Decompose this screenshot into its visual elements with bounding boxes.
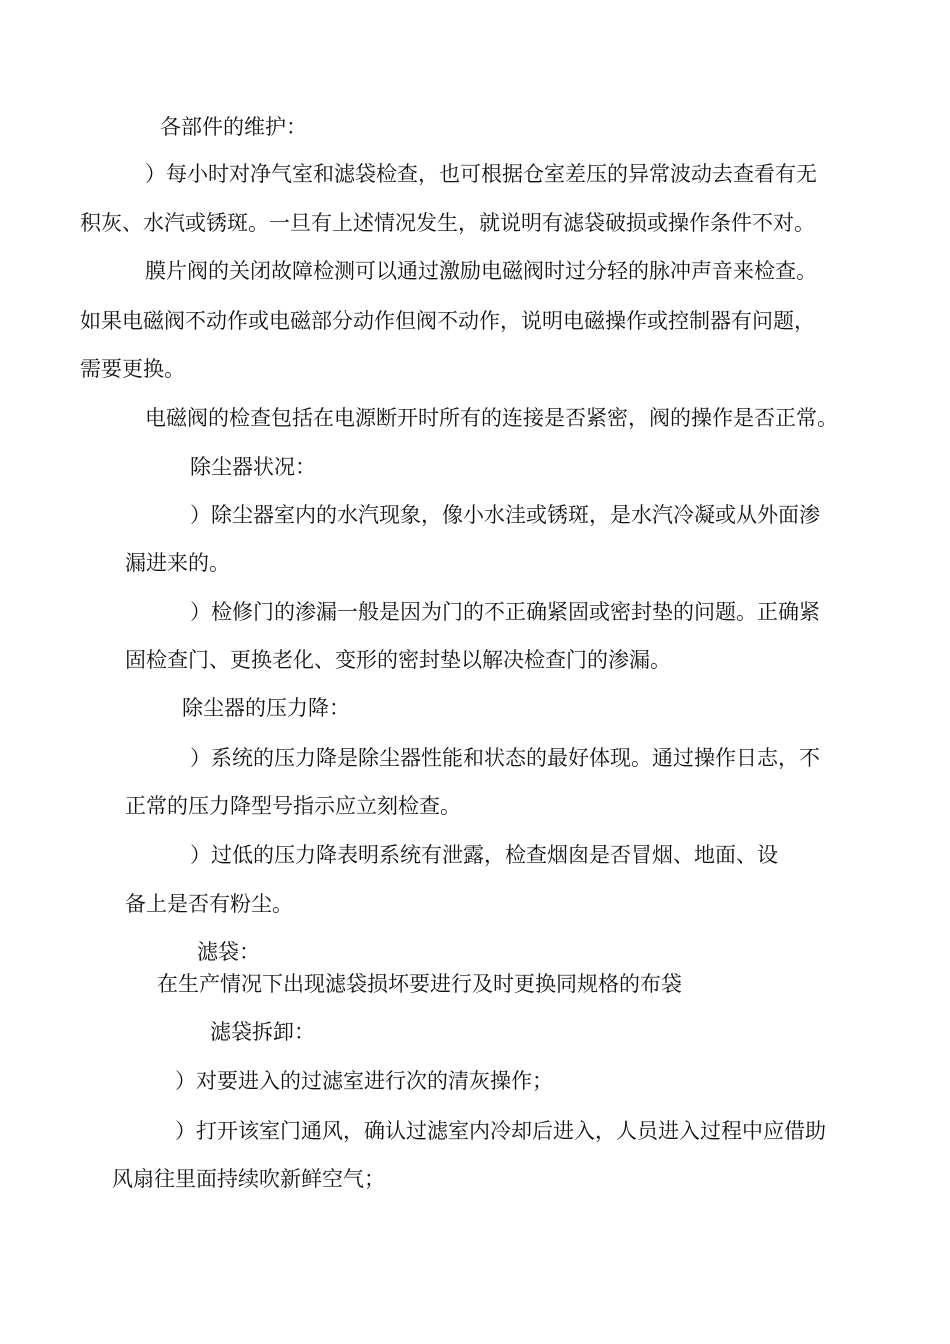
paragraph-line: 积灰、水汽或锈斑。一旦有上述情况发生，就说明有滤袋破损或操作条件不对。 [80, 211, 815, 235]
paragraph-line: ）打开该室门通风，确认过滤室内冷却后进入，人员进入过程中应借助 [175, 1119, 826, 1143]
paragraph-line: ）对要进入的过滤室进行次的清灰操作； [175, 1069, 553, 1093]
paragraph-line: 备上是否有粉尘。 [125, 892, 293, 916]
section-heading-pressure-drop: 除尘器的压力降： [182, 696, 350, 720]
section-heading-filter-bag: 滤袋： [197, 940, 260, 964]
paragraph-line: ）过低的压力降表明系统有泄露，检查烟囱是否冒烟、地面、设 [190, 843, 778, 867]
section-heading-filter-bag-removal: 滤袋拆卸： [210, 1020, 315, 1044]
paragraph-line: 如果电磁阀不动作或电磁部分动作但阀不动作，说明电磁操作或控制器有问题， [80, 309, 815, 333]
paragraph-line: 风扇往里面持续吹新鲜空气； [112, 1167, 385, 1191]
paragraph-line: 正常的压力降型号指示应立刻检查。 [125, 794, 461, 818]
paragraph-line: ）除尘器室内的水汽现象，像小水洼或锈斑，是水汽冷凝或从外面渗 [190, 503, 820, 527]
paragraph-line: 需要更换。 [80, 357, 185, 381]
paragraph-line: 在生产情况下出现滤袋损坏要进行及时更换同规格的布袋 [157, 972, 682, 996]
paragraph-line: 膜片阀的关闭故障检测可以通过激励电磁阀时过分轻的脉冲声音来检查。 [145, 259, 817, 283]
paragraph-line: 漏进来的。 [125, 551, 230, 575]
section-heading-maintenance: 各部件的维护： [160, 115, 307, 139]
paragraph-line: 电磁阀的检查包括在电源断开时所有的连接是否紧密，阀的操作是否正常。 [145, 406, 838, 430]
paragraph-line: ）每小时对净气室和滤袋检查，也可根据仓室差压的异常波动去查看有无 [145, 162, 817, 186]
paragraph-line: ）检修门的渗漏一般是因为门的不正确紧固或密封垫的问题。正确紧 [190, 600, 820, 624]
section-heading-collector-status: 除尘器状况： [190, 455, 316, 479]
paragraph-line: ）系统的压力降是除尘器性能和状态的最好体现。通过操作日志，不 [190, 746, 820, 770]
paragraph-line: 固检查门、更换老化、变形的密封垫以解决检查门的渗漏。 [125, 648, 671, 672]
